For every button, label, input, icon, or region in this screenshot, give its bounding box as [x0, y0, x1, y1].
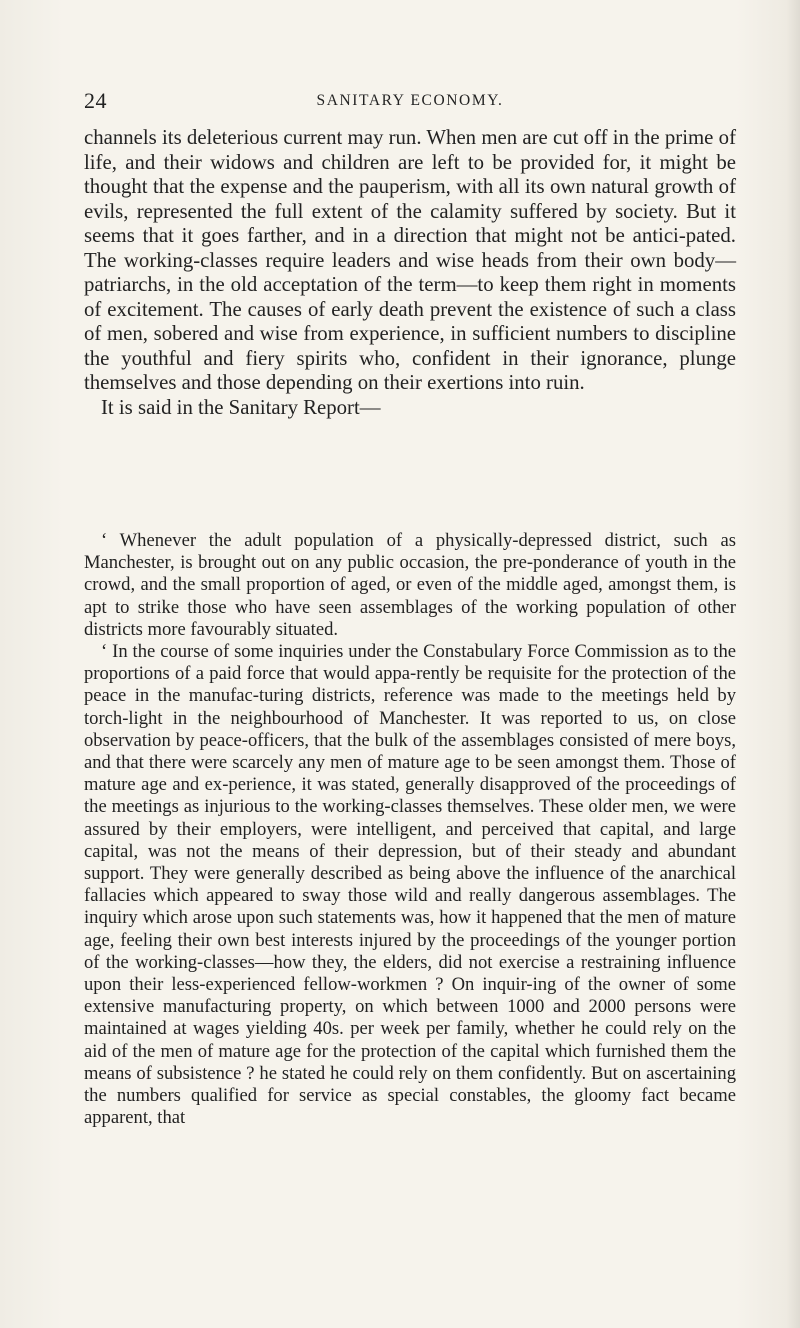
page-header: [84, 88, 736, 112]
body-paragraph-2: It is said in the Sanitary Report—: [101, 395, 381, 419]
body-paragraph-1: channels its deleterious current may run. When men are cut off in the prime of life, and their widows and children are left to be provided for, it might be thought that the expense and the pauperism, with all its own natural growth of evils, represented the full extent of the calamity suffered by society. But it seems that it goes farther, and in a direction that might not be antici-pated. The working-classes require leaders and wise heads from their own body—patriarchs, in the old acceptation of the term—to keep them right in moments of excitement. The causes of early death prevent the existence of such a class of men, sobered and wise from experience, in sufficient numbers to discipline the youthful and fiery spirits who, confident in their ignorance, plunge themselves and those depending on their exertions into ruin.: [84, 126, 736, 394]
quoted-report: [84, 530, 736, 1129]
body-text: [84, 126, 736, 420]
running-head: SANITARY ECONOMY.: [316, 92, 504, 109]
quote-paragraph-2: ‘ In the course of some inquiries under the Constabulary Force Commission as to the proportions of a paid force that would appa-rently be requisite for the protection of the peace in the manufac-turing districts, reference was made to the meetings held by torch-light in the neighbourhood of Manchester. It was reported to us, on close observation by peace-officers, that the bulk of the assemblages consisted of mere boys, and that there were scarcely any men of mature age to be seen amongst them. Those of mature age and ex-perience, it was stated, generally disapproved of the proceedings of the meetings as injurious to the working-classes themselves. These older men, we were assured by their employers, were intelligent, and perceived that capital, and large capital, was not the means of their depression, but of their steady and abundant support. They were generally described as being above the influence of the anarchical fallacies which appeared to sway those wild and really dangerous assemblages. The inquiry which arose upon such statements was, how it happened that the men of mature age, feeling their own best interests injured by the proceedings of the younger portion of the working-classes—how they, the elders, did not exercise a restraining influence upon their less-experienced fellow-workmen ? On inquir-ing of the owner of some extensive manufacturing property, on which between 1000 and 2000 persons were maintained at wages yielding 40s. per week per family, whether he could rely on the aid of the men of mature age for the protection of the capital which furnished them the means of subsistence ? he stated he could rely on them confidently. But on ascertaining the numbers qualified for service as special constables, the gloomy fact became apparent, that: [84, 641, 736, 1129]
page-number: 24: [84, 88, 107, 113]
page-edge-shadow: [786, 0, 800, 1328]
quote-paragraph-1: ‘ Whenever the adult population of a physically-depressed district, such as Manchester, is brought out on any public occasion, the pre-ponderance of youth in the crowd, and the small proportion of aged, or even of the middle aged, amongst them, is apt to strike those who have seen assemblages of the working population of other districts more favourably situated.: [84, 530, 736, 640]
